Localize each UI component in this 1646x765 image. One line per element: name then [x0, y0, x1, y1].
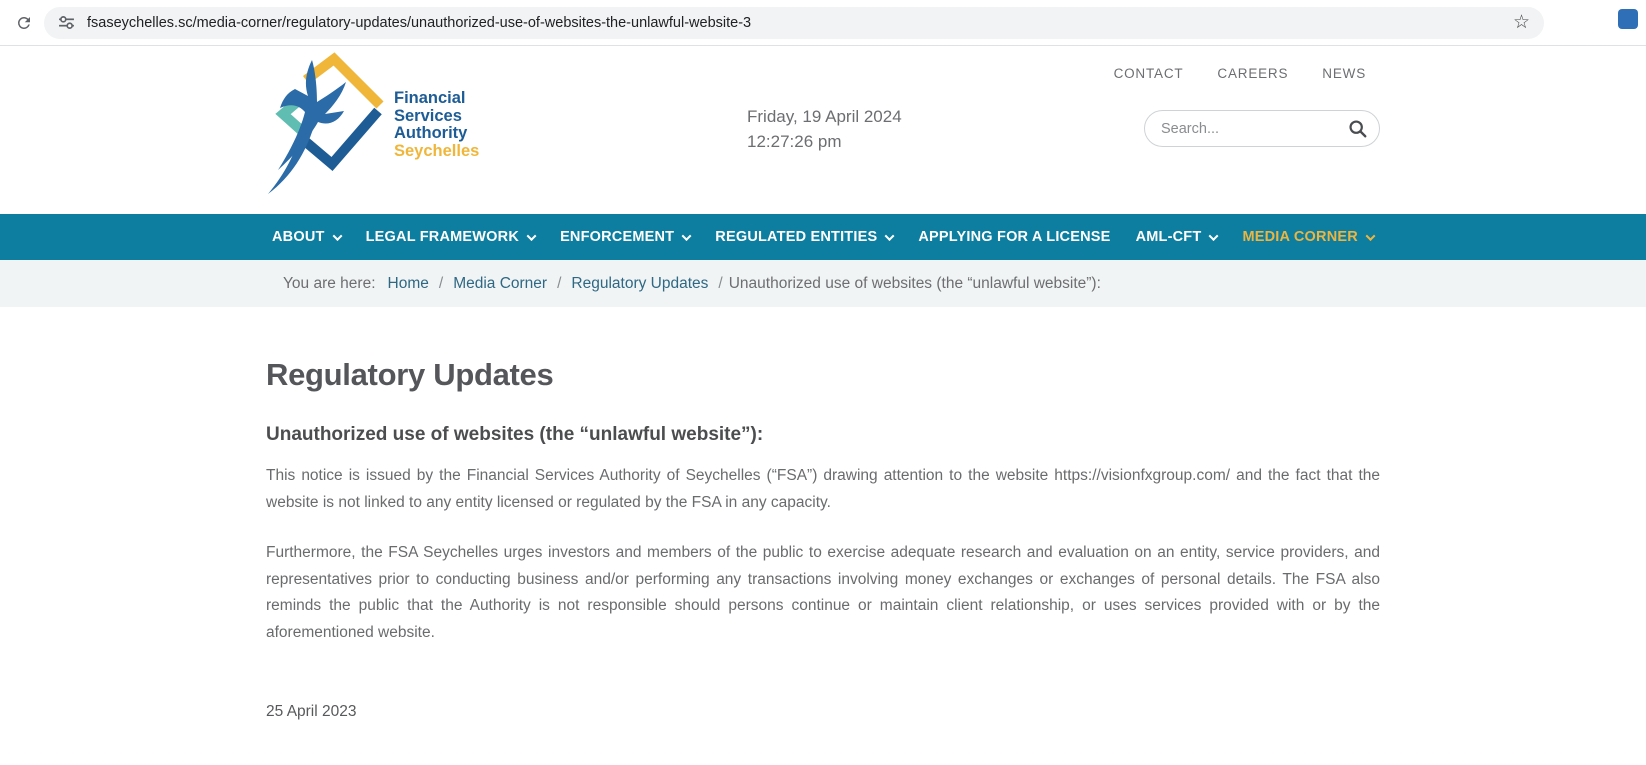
nav-item-media-corner[interactable]: MEDIA CORNER: [1242, 229, 1373, 245]
breadcrumb-separator: /: [718, 274, 723, 292]
article-date: 25 April 2023: [266, 703, 357, 720]
url-text[interactable]: fsaseychelles.sc/media-corner/regulatory-updates/unauthorized-use-of-websites-the-unlawful-website-3: [87, 14, 752, 31]
breadcrumb-separator: /: [557, 274, 562, 292]
browser-toolbar: [0, 0, 1646, 46]
breadcrumb-bar: [0, 260, 1646, 307]
main-navigation: [0, 214, 1646, 260]
article-paragraph-2: Furthermore, the FSA Seychelles urges investors and members of the public to exercise adequate research and evaluation on an entity, service providers, and representatives prior to conducting business and/or performing any transactions involving money exchanges or exchanges of personal details. The FSA also reminds the public that the Authority is not responsible should persons continue or maintain client relationship, or uses services provided with or by the aforementioned website.: [266, 544, 1380, 641]
search-box[interactable]: [1144, 110, 1380, 147]
datetime-display: [747, 104, 902, 154]
main-content: [0, 307, 1646, 721]
breadcrumb-current: Unauthorized use of websites (the “unlawful website”):: [728, 274, 1101, 292]
logo-line-2: Services: [394, 106, 462, 125]
nav-item-legal-framework[interactable]: LEGAL FRAMEWORK: [366, 229, 535, 245]
top-link-contact[interactable]: CONTACT: [1113, 66, 1184, 81]
nav-item-regulated-entities[interactable]: REGULATED ENTITIES: [715, 229, 893, 245]
breadcrumb-link-home[interactable]: Home: [387, 274, 429, 292]
reload-icon: [15, 14, 33, 32]
article-paragraph-1: This notice is issued by the Financial Services Authority of Seychelles (“FSA”) drawing attention to the website https://visionfxgroup.com/ and the fact that the website is not linked to any entity licensed or regulated by the FSA in any capacity.: [266, 467, 1380, 511]
search-button[interactable]: [1348, 119, 1368, 139]
page-title: Regulatory Updates: [266, 357, 554, 392]
current-time: 12:27:26 pm: [747, 132, 842, 151]
bookmark-star-icon[interactable]: ☆: [1512, 12, 1530, 33]
breadcrumb-separator: /: [438, 274, 444, 292]
article-title: Unauthorized use of websites (the “unlawful website”):: [266, 424, 764, 445]
chevron-down-icon: [1365, 231, 1375, 241]
top-link-careers[interactable]: CAREERS: [1217, 66, 1289, 81]
extension-icon[interactable]: [1618, 9, 1638, 29]
logo-line-4: Seychelles: [394, 141, 480, 160]
top-links: [1114, 66, 1366, 81]
breadcrumb-link-regulatory-updates[interactable]: Regulatory Updates: [571, 274, 709, 292]
search-input[interactable]: [1161, 121, 1348, 137]
fsa-logo-text: [394, 52, 479, 160]
breadcrumb-link-media-corner[interactable]: Media Corner: [453, 274, 548, 292]
top-link-news[interactable]: NEWS: [1322, 66, 1366, 81]
nav-item-about[interactable]: ABOUT: [272, 229, 341, 245]
chevron-down-icon: [527, 231, 537, 241]
nav-item-applying-for-a-license[interactable]: APPLYING FOR A LICENSE: [918, 229, 1111, 245]
fsa-logo[interactable]: [266, 52, 479, 202]
search-icon: [1348, 119, 1368, 139]
current-date: Friday, 19 April 2024: [747, 107, 902, 126]
logo-line-3: Authority: [394, 124, 468, 142]
breadcrumb-prefix: You are here:: [283, 274, 376, 292]
chevron-down-icon: [1209, 231, 1219, 241]
breadcrumb: [266, 260, 1380, 307]
fsa-logo-mark: [266, 52, 384, 202]
chevron-down-icon: [332, 231, 342, 241]
nav-item-aml-cft[interactable]: AML-CFT: [1136, 229, 1218, 245]
chevron-down-icon: [682, 231, 692, 241]
chevron-down-icon: [885, 231, 895, 241]
reload-button[interactable]: [10, 9, 38, 37]
url-bar[interactable]: [44, 7, 1544, 39]
site-header: [0, 46, 1646, 214]
site-info-icon[interactable]: [58, 14, 75, 31]
logo-line-1: Financial: [394, 89, 466, 107]
nav-item-enforcement[interactable]: ENFORCEMENT: [560, 229, 690, 245]
